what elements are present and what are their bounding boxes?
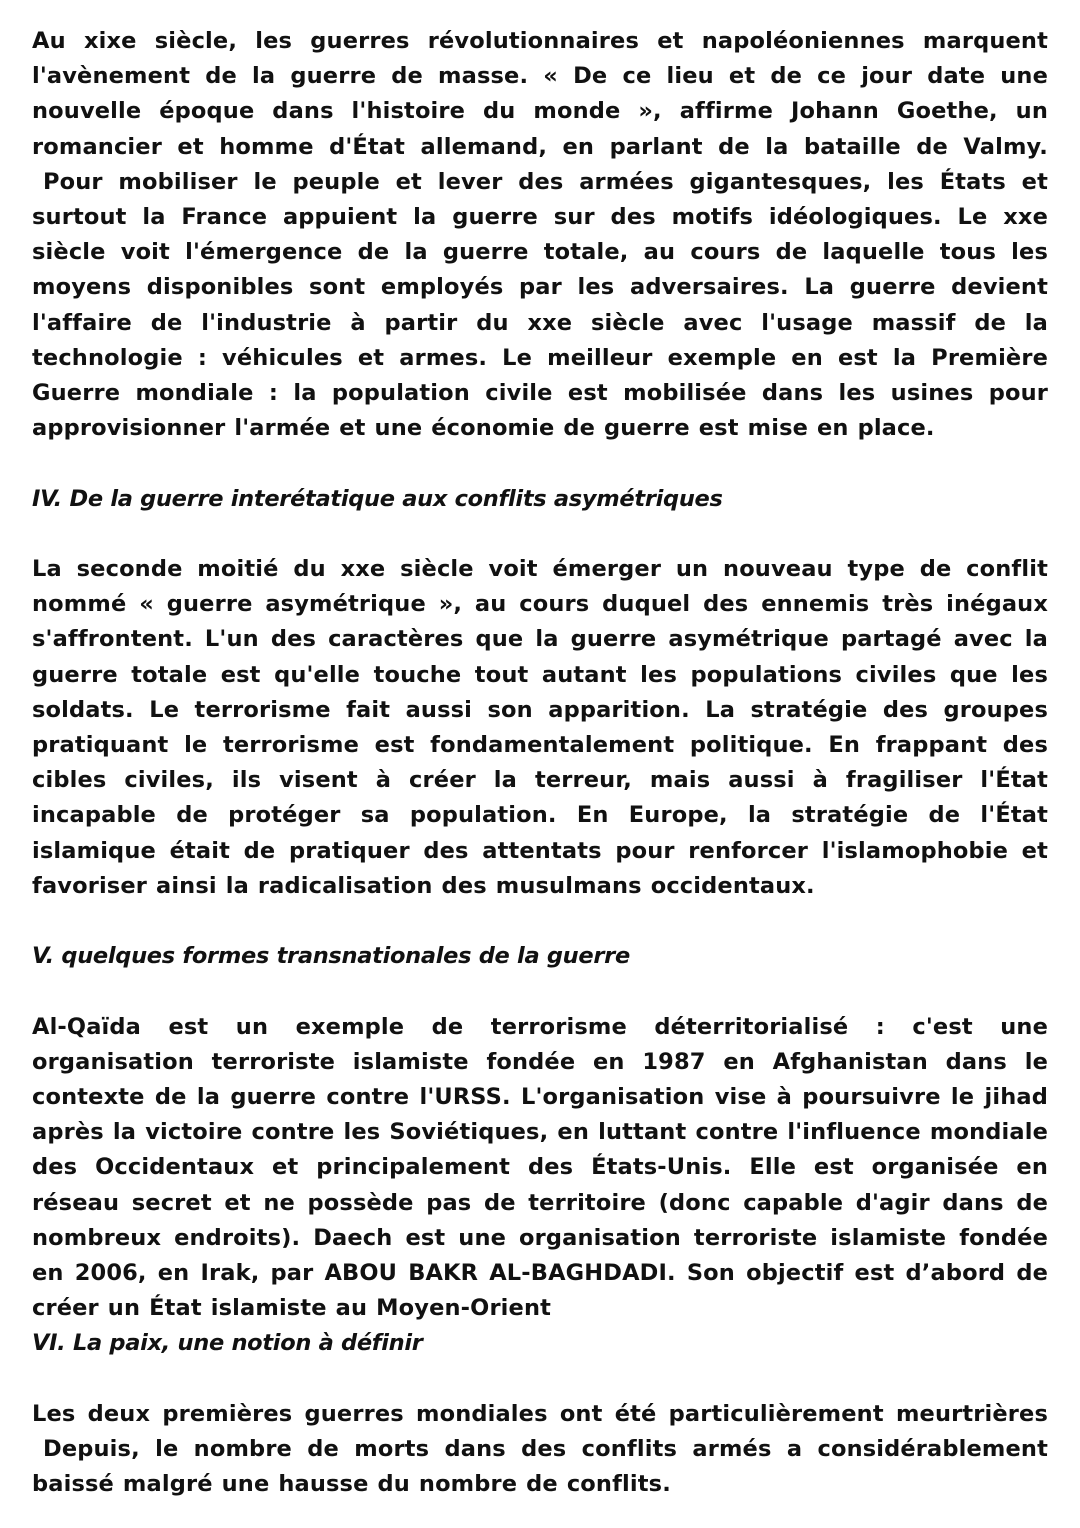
section-heading-vi: VI. La paix, une notion à définir xyxy=(32,1330,423,1357)
section-heading-iv: IV. De la guerre interétatique aux conflits asymétriques xyxy=(32,485,723,512)
paragraph-19th-century-part2: Pour mobiliser le peuple et lever des armées gigantesques, les États et surtout la France appuient la guerre sur des motifs idéologiques. Le xxe siècle voit l'émergence de la guerre totale, au cours de laquelle tous les moyens disponibles sont employés par les adversaires. La guerre devient l'affaire de l'industrie à partir du xxe siècle avec l'usage massif de la technologie : véhicules et armes. Le meilleur exemple en est la Première Guerre mondiale : la population civile est mobilisée dans les usines pour approvisionner l'armée et une économie de guerre est mise en place. xyxy=(32,168,1048,442)
spacer xyxy=(32,974,1048,1009)
spacer xyxy=(32,904,1048,939)
paragraph-asymmetric-war: La seconde moitié du xxe siècle voit émerger un nouveau type de conflit nommé « guerre asymétrique », au cours duquel des ennemis très inégaux s'affrontent. L'un des caractères que la guerre asymétrique partagé avec la guerre totale est qu'elle touche tout autant les populations civiles que les soldats. Le terrorisme fait aussi son apparition. La stratégie des groupes pratiquant le terrorisme est fondamentalement politique. En frappant des cibles civiles, ils visent à créer la terreur, mais aussi à fragiliser l'État incapable de protéger sa population. En Europe, la stratégie de l'État islamique était de pratiquer des attentats pour renforcer l'islamophobie et favoriser ainsi la radicalisation des musulmans occidentaux. xyxy=(32,556,1048,899)
spacer xyxy=(32,446,1048,481)
paragraph-peace xyxy=(32,1397,1048,1503)
paragraph-peace-part2: Depuis, le nombre de morts dans des conflits armés a considérablement baissé malgré une hausse du nombre de conflits. xyxy=(32,1436,1048,1498)
paragraph-19th-century-part1: Au xixe siècle, les guerres révolutionnaires et napoléoniennes marquent l'avènement de la guerre de masse. « De ce lieu et de ce jour date une nouvelle époque dans l'histoire du monde », affirme Johann Goethe, un romancier et homme d'État allemand, en parlant de la bataille de Valmy. xyxy=(32,28,1048,160)
paragraph-transnational-war: Al-Qaïda est un exemple de terrorisme déterritorialisé : c'est une organisation terroriste islamiste fondée en 1987 en Afghanistan dans le contexte de la guerre contre l'URSS. L'organisation vise à poursuivre le jihad après la victoire contre les Soviétiques, en luttant contre l'influence mondiale des Occidentaux et principalement des États-Unis. Elle est organisée en réseau secret et ne possède pas de territoire (donc capable d'agir dans de nombreux endroits). Daech est une organisation terroriste islamiste fondée en 2006, en Irak, par ABOU BAKR AL-BAGHDADI. Son objectif est d’abord de créer un État islamiste au Moyen-Orient xyxy=(32,1013,1048,1322)
document-page xyxy=(32,24,1048,1502)
spacer xyxy=(32,517,1048,552)
section-heading-v: V. quelques formes transnationales de la guerre xyxy=(32,943,630,970)
paragraph-19th-century xyxy=(32,24,1048,446)
spacer xyxy=(32,1362,1048,1397)
paragraph-peace-part1: Les deux premières guerres mondiales ont été particulièrement meurtrières xyxy=(32,1400,1048,1427)
